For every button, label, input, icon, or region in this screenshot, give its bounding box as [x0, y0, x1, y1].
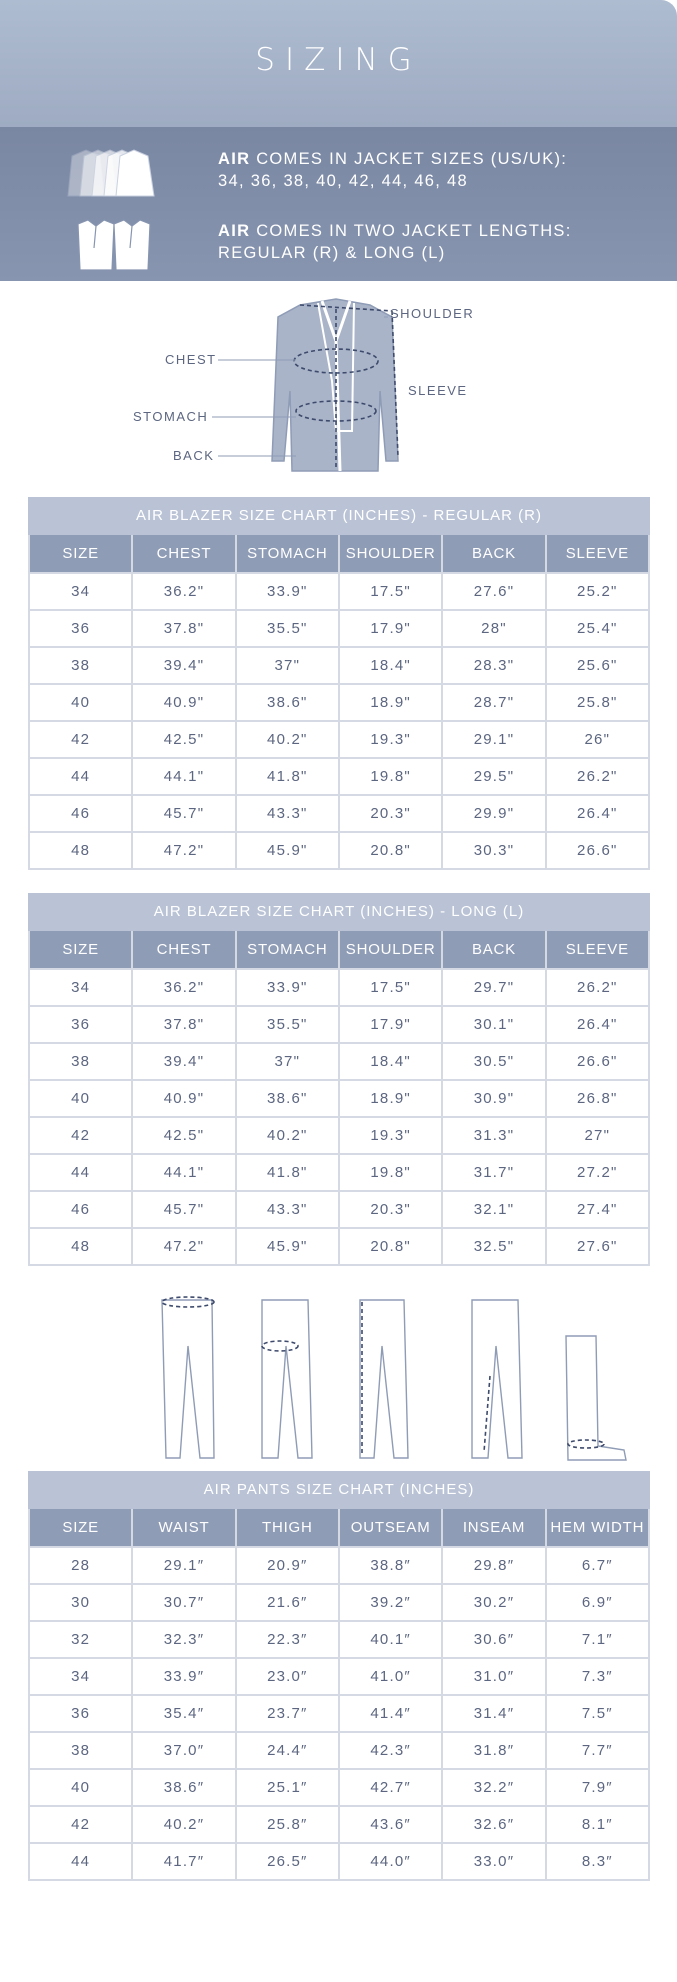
- table-cell: 31.4″: [442, 1695, 545, 1732]
- column-header: SHOULDER: [339, 535, 442, 573]
- table-cell: 47.2": [132, 832, 235, 869]
- table-row: [29, 610, 649, 647]
- table-cell: 45.7": [132, 1191, 235, 1228]
- table-cell: 22.3″: [236, 1621, 339, 1658]
- table-cell: 30.3": [442, 832, 545, 869]
- table-cell: 31.7": [442, 1154, 545, 1191]
- table-cell: 45.9": [236, 832, 339, 869]
- table-cell: 28: [29, 1547, 132, 1584]
- regular-table-body: [29, 573, 649, 869]
- header-banner: [0, 0, 677, 127]
- table-cell: 35.5": [236, 1006, 339, 1043]
- pants-size-chart: [28, 1471, 650, 1881]
- table-cell: 20.8": [339, 1228, 442, 1265]
- table-cell: 40: [29, 1769, 132, 1806]
- table-cell: 27.4": [546, 1191, 649, 1228]
- table-cell: 44.1": [132, 758, 235, 795]
- brand-name: AIR: [218, 222, 251, 240]
- table-cell: 36: [29, 610, 132, 647]
- table-row: [29, 1658, 649, 1695]
- jacket-pair-icon: [66, 218, 162, 274]
- table-cell: 40.9": [132, 1080, 235, 1117]
- column-header: CHEST: [132, 535, 235, 573]
- table-cell: 42: [29, 721, 132, 758]
- column-header: BACK: [442, 931, 545, 969]
- info-row-sizes: [0, 146, 677, 206]
- long-size-table: [28, 931, 650, 1266]
- table-cell: 41.4″: [339, 1695, 442, 1732]
- table-cell: 39.4": [132, 647, 235, 684]
- table-cell: 36.2": [132, 969, 235, 1006]
- long-table-body: [29, 969, 649, 1265]
- table-cell: 46: [29, 1191, 132, 1228]
- table-row: [29, 1080, 649, 1117]
- table-cell: 37.8": [132, 610, 235, 647]
- column-header: STOMACH: [236, 931, 339, 969]
- table-cell: 27": [546, 1117, 649, 1154]
- table-cell: 44.1": [132, 1154, 235, 1191]
- table-row: [29, 647, 649, 684]
- column-header: INSEAM: [442, 1509, 545, 1547]
- table-cell: 29.1″: [132, 1547, 235, 1584]
- table-cell: 29.7": [442, 969, 545, 1006]
- table-cell: 33.0″: [442, 1843, 545, 1880]
- table-cell: 7.9″: [546, 1769, 649, 1806]
- table-cell: 28": [442, 610, 545, 647]
- table-cell: 36: [29, 1006, 132, 1043]
- table-cell: 33.9": [236, 573, 339, 610]
- table-cell: 40.2″: [132, 1806, 235, 1843]
- table-cell: 48: [29, 1228, 132, 1265]
- label-stomach: STOMACH: [133, 409, 209, 424]
- table-row: [29, 1769, 649, 1806]
- label-back: BACK: [173, 448, 215, 463]
- table-cell: 25.1″: [236, 1769, 339, 1806]
- table-cell: 32.3″: [132, 1621, 235, 1658]
- table-cell: 24.4″: [236, 1732, 339, 1769]
- table-row: [29, 684, 649, 721]
- table-cell: 30.7″: [132, 1584, 235, 1621]
- table-header-row: [29, 1509, 649, 1547]
- long-size-chart: [28, 893, 650, 1266]
- table-row: [29, 1621, 649, 1658]
- table-cell: 35.5": [236, 610, 339, 647]
- table-row: [29, 1117, 649, 1154]
- table-cell: 8.3″: [546, 1843, 649, 1880]
- jacket-diagram-icon: [0, 281, 677, 491]
- table-cell: 33.9": [236, 969, 339, 1006]
- table-cell: 19.3": [339, 1117, 442, 1154]
- table-cell: 40.2": [236, 1117, 339, 1154]
- table-cell: 40.1″: [339, 1621, 442, 1658]
- info-text-lengths: [218, 220, 572, 264]
- table-cell: 30.1": [442, 1006, 545, 1043]
- table-cell: 44: [29, 1843, 132, 1880]
- column-header: SLEEVE: [546, 931, 649, 969]
- info-text-sizes: [218, 148, 567, 192]
- table-cell: 25.2": [546, 573, 649, 610]
- table-cell: 38: [29, 1732, 132, 1769]
- table-cell: 42.5": [132, 1117, 235, 1154]
- table-cell: 34: [29, 573, 132, 610]
- table-cell: 30.6″: [442, 1621, 545, 1658]
- table-cell: 30.5": [442, 1043, 545, 1080]
- table-cell: 42: [29, 1806, 132, 1843]
- table-cell: 45.9": [236, 1228, 339, 1265]
- table-cell: 27.6": [442, 573, 545, 610]
- table-cell: 26.4": [546, 795, 649, 832]
- table-row: [29, 1154, 649, 1191]
- table-cell: 31.3": [442, 1117, 545, 1154]
- table-cell: 26.4": [546, 1006, 649, 1043]
- table-cell: 31.0″: [442, 1658, 545, 1695]
- brand-name: AIR: [218, 150, 251, 168]
- column-header: WAIST: [132, 1509, 235, 1547]
- column-header: HEM WIDTH: [546, 1509, 649, 1547]
- table-cell: 29.1": [442, 721, 545, 758]
- table-cell: 38.6": [236, 684, 339, 721]
- table-cell: 26.6": [546, 832, 649, 869]
- table-row: [29, 1228, 649, 1265]
- info-line-1: COMES IN TWO JACKET LENGTHS:: [250, 222, 572, 240]
- table-cell: 29.5": [442, 758, 545, 795]
- table-cell: 18.9": [339, 1080, 442, 1117]
- jacket-measurement-diagram: [0, 281, 677, 491]
- column-header: SHOULDER: [339, 931, 442, 969]
- table-cell: 18.4": [339, 1043, 442, 1080]
- regular-chart-caption: AIR BLAZER SIZE CHART (INCHES) - REGULAR (R): [28, 497, 650, 535]
- long-chart-caption: AIR BLAZER SIZE CHART (INCHES) - LONG (L): [28, 893, 650, 931]
- table-cell: 42.7″: [339, 1769, 442, 1806]
- table-cell: 20.9″: [236, 1547, 339, 1584]
- column-header: BACK: [442, 535, 545, 573]
- pants-measurement-diagrams: [0, 1286, 677, 1466]
- table-cell: 32.6″: [442, 1806, 545, 1843]
- table-cell: 20.3": [339, 1191, 442, 1228]
- table-cell: 37.0″: [132, 1732, 235, 1769]
- table-cell: 46: [29, 795, 132, 832]
- table-cell: 6.9″: [546, 1584, 649, 1621]
- table-row: [29, 1732, 649, 1769]
- column-header: SIZE: [29, 535, 132, 573]
- table-row: [29, 795, 649, 832]
- table-cell: 38: [29, 647, 132, 684]
- info-band: [0, 127, 677, 281]
- table-row: [29, 1584, 649, 1621]
- table-cell: 19.8": [339, 758, 442, 795]
- table-cell: 37": [236, 647, 339, 684]
- table-cell: 27.6": [546, 1228, 649, 1265]
- table-row: [29, 573, 649, 610]
- column-header: STOMACH: [236, 535, 339, 573]
- jacket-stack-icon: [66, 146, 162, 202]
- table-cell: 20.8": [339, 832, 442, 869]
- table-cell: 7.7″: [546, 1732, 649, 1769]
- table-cell: 40.9": [132, 684, 235, 721]
- table-cell: 32.2″: [442, 1769, 545, 1806]
- table-cell: 38.6": [236, 1080, 339, 1117]
- table-cell: 19.3": [339, 721, 442, 758]
- table-cell: 25.8": [546, 684, 649, 721]
- table-cell: 44: [29, 758, 132, 795]
- table-row: [29, 1806, 649, 1843]
- info-line-2: 34, 36, 38, 40, 42, 44, 46, 48: [218, 172, 469, 190]
- table-cell: 25.6": [546, 647, 649, 684]
- table-cell: 7.3″: [546, 1658, 649, 1695]
- pants-diagram-icon: [0, 1286, 677, 1466]
- table-cell: 30: [29, 1584, 132, 1621]
- table-row: [29, 1843, 649, 1880]
- table-row: [29, 1043, 649, 1080]
- column-header: SIZE: [29, 1509, 132, 1547]
- label-sleeve: SLEEVE: [408, 383, 468, 398]
- pants-size-table: [28, 1509, 650, 1881]
- table-header-row: [29, 931, 649, 969]
- table-cell: 29.9": [442, 795, 545, 832]
- info-row-lengths: [0, 218, 677, 278]
- table-cell: 29.8″: [442, 1547, 545, 1584]
- table-cell: 23.0″: [236, 1658, 339, 1695]
- table-cell: 38.8″: [339, 1547, 442, 1584]
- table-cell: 8.1″: [546, 1806, 649, 1843]
- table-row: [29, 721, 649, 758]
- label-chest: CHEST: [165, 352, 217, 367]
- table-cell: 18.9": [339, 684, 442, 721]
- table-cell: 25.4": [546, 610, 649, 647]
- table-cell: 44: [29, 1154, 132, 1191]
- table-cell: 42.5": [132, 721, 235, 758]
- table-cell: 25.8″: [236, 1806, 339, 1843]
- table-row: [29, 1547, 649, 1584]
- table-cell: 20.3": [339, 795, 442, 832]
- column-header: CHEST: [132, 931, 235, 969]
- table-cell: 41.8": [236, 1154, 339, 1191]
- table-cell: 7.1″: [546, 1621, 649, 1658]
- table-cell: 37": [236, 1043, 339, 1080]
- pants-chart-caption: AIR PANTS SIZE CHART (INCHES): [28, 1471, 650, 1509]
- column-header: OUTSEAM: [339, 1509, 442, 1547]
- table-row: [29, 1695, 649, 1732]
- table-cell: 36: [29, 1695, 132, 1732]
- table-cell: 18.4": [339, 647, 442, 684]
- regular-size-chart: [28, 497, 650, 870]
- table-cell: 41.8": [236, 758, 339, 795]
- table-cell: 23.7″: [236, 1695, 339, 1732]
- table-cell: 40: [29, 684, 132, 721]
- table-cell: 28.3": [442, 647, 545, 684]
- table-header-row: [29, 535, 649, 573]
- table-cell: 36.2": [132, 573, 235, 610]
- table-cell: 37.8": [132, 1006, 235, 1043]
- table-cell: 26": [546, 721, 649, 758]
- label-shoulder: SHOULDER: [390, 306, 475, 321]
- table-cell: 32.1": [442, 1191, 545, 1228]
- table-cell: 17.9": [339, 610, 442, 647]
- table-cell: 42: [29, 1117, 132, 1154]
- table-cell: 34: [29, 1658, 132, 1695]
- table-row: [29, 832, 649, 869]
- table-cell: 43.6″: [339, 1806, 442, 1843]
- table-cell: 21.6″: [236, 1584, 339, 1621]
- table-cell: 26.6": [546, 1043, 649, 1080]
- table-cell: 40: [29, 1080, 132, 1117]
- table-cell: 27.2": [546, 1154, 649, 1191]
- column-header: SIZE: [29, 931, 132, 969]
- table-cell: 17.9": [339, 1006, 442, 1043]
- regular-size-table: [28, 535, 650, 870]
- table-cell: 44.0″: [339, 1843, 442, 1880]
- table-row: [29, 1191, 649, 1228]
- page-title: SIZING: [255, 42, 422, 78]
- table-cell: 39.4": [132, 1043, 235, 1080]
- table-row: [29, 758, 649, 795]
- table-cell: 35.4″: [132, 1695, 235, 1732]
- column-header: SLEEVE: [546, 535, 649, 573]
- table-row: [29, 1006, 649, 1043]
- table-cell: 26.2": [546, 758, 649, 795]
- table-row: [29, 969, 649, 1006]
- table-cell: 42.3″: [339, 1732, 442, 1769]
- table-cell: 32.5": [442, 1228, 545, 1265]
- table-cell: 28.7": [442, 684, 545, 721]
- column-header: THIGH: [236, 1509, 339, 1547]
- table-cell: 26.2": [546, 969, 649, 1006]
- table-cell: 33.9″: [132, 1658, 235, 1695]
- table-cell: 30.2″: [442, 1584, 545, 1621]
- table-cell: 17.5": [339, 969, 442, 1006]
- table-cell: 47.2": [132, 1228, 235, 1265]
- info-line-2: REGULAR (R) & LONG (L): [218, 244, 446, 262]
- table-cell: 17.5": [339, 573, 442, 610]
- table-cell: 30.9": [442, 1080, 545, 1117]
- table-cell: 43.3": [236, 1191, 339, 1228]
- table-cell: 39.2″: [339, 1584, 442, 1621]
- table-cell: 34: [29, 969, 132, 1006]
- table-cell: 41.7″: [132, 1843, 235, 1880]
- table-cell: 48: [29, 832, 132, 869]
- table-cell: 7.5″: [546, 1695, 649, 1732]
- table-cell: 41.0″: [339, 1658, 442, 1695]
- table-cell: 45.7": [132, 795, 235, 832]
- table-cell: 40.2": [236, 721, 339, 758]
- table-cell: 43.3": [236, 795, 339, 832]
- table-cell: 26.8": [546, 1080, 649, 1117]
- table-cell: 31.8″: [442, 1732, 545, 1769]
- table-cell: 6.7″: [546, 1547, 649, 1584]
- table-cell: 38: [29, 1043, 132, 1080]
- pants-table-body: [29, 1547, 649, 1880]
- table-cell: 38.6″: [132, 1769, 235, 1806]
- table-cell: 26.5″: [236, 1843, 339, 1880]
- info-line-1: COMES IN JACKET SIZES (US/UK):: [250, 150, 568, 168]
- table-cell: 32: [29, 1621, 132, 1658]
- table-cell: 19.8": [339, 1154, 442, 1191]
